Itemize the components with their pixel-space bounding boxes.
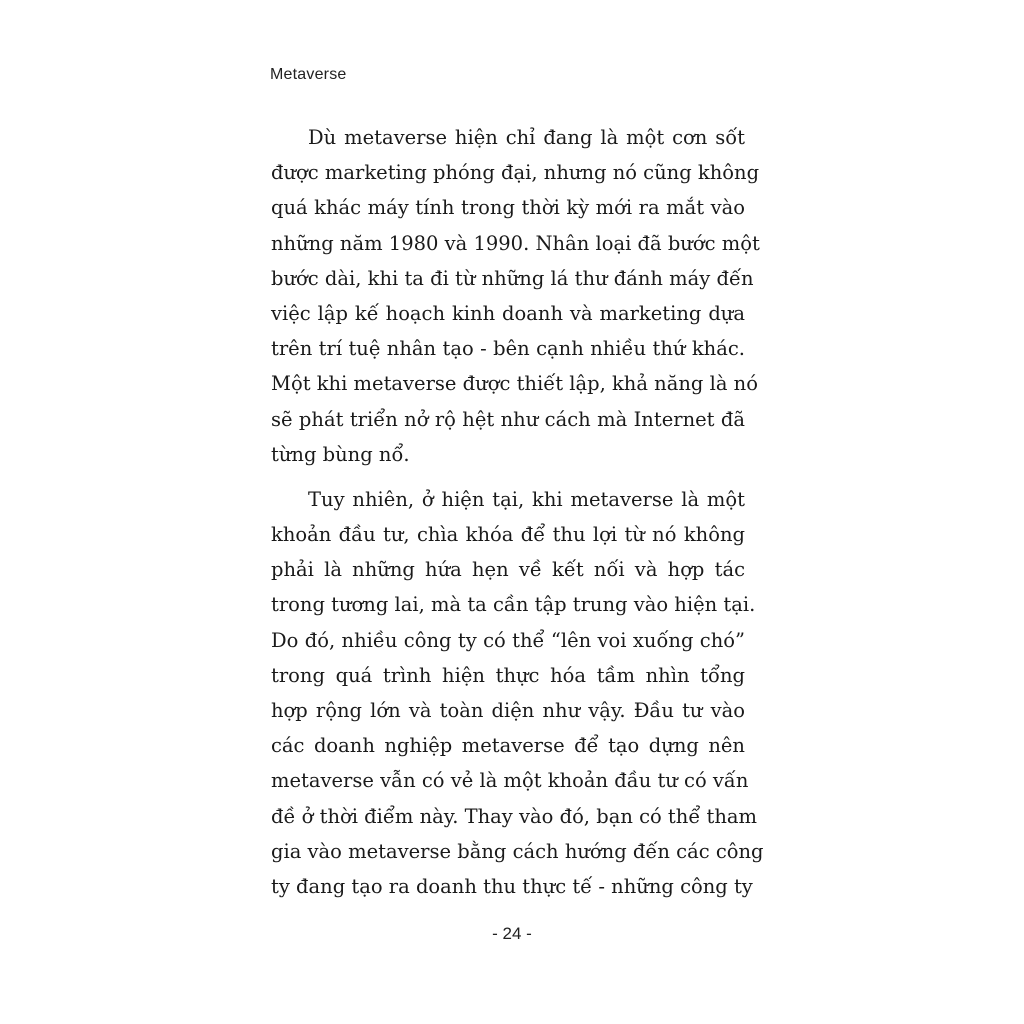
text-line: từng bùng nổ. <box>271 442 410 466</box>
text-line: Dù metaverse hiện chỉ đang là một cơn sốt <box>308 126 745 149</box>
running-header: Metaverse <box>270 66 347 83</box>
paragraph-1 <box>271 120 760 472</box>
text-line: trong tương lai, mà ta cần tập trung vào hiện tại. <box>271 593 756 617</box>
text-line: các doanh nghiệp metaverse để tạo dựng nên <box>271 734 745 758</box>
text-line: ty đang tạo ra doanh thu thực tế - những công ty <box>271 874 753 898</box>
paragraph-2 <box>271 482 764 904</box>
text-line: trong quá trình hiện thực hóa tầm nhìn tổng <box>271 663 745 687</box>
text-line: phải là những hứa hẹn về kết nối và hợp tác <box>271 558 745 582</box>
text-line: metaverse vẫn có vẻ là một khoản đầu tư có vấn <box>271 769 749 793</box>
text-line: khoản đầu tư, chìa khóa để thu lợi từ nó không <box>271 523 745 547</box>
text-line: việc lập kế hoạch kinh doanh và marketing dựa <box>271 301 745 325</box>
text-line: quá khác máy tính trong thời kỳ mới ra mắt vào <box>271 196 745 220</box>
text-line: sẽ phát triển nở rộ hệt như cách mà Internet đã <box>271 407 745 431</box>
text-line: bước dài, khi ta đi từ những lá thư đánh máy đến <box>271 266 754 290</box>
text-line: trên trí tuệ nhân tạo - bên cạnh nhiều thứ khác. <box>271 337 745 361</box>
page-number: - 24 - <box>492 924 532 943</box>
text-line: Một khi metaverse được thiết lập, khả năng là nó <box>271 372 758 396</box>
text-line: Tuy nhiên, ở hiện tại, khi metaverse là một <box>308 487 745 511</box>
text-line: Do đó, nhiều công ty có thể “lên voi xuống chó” <box>271 628 745 652</box>
text-line: được marketing phóng đại, nhưng nó cũng không <box>271 161 760 185</box>
body-text <box>271 120 764 904</box>
text-line: gia vào metaverse bằng cách hướng đến các công <box>271 839 764 863</box>
text-line: đề ở thời điểm này. Thay vào đó, bạn có thể tham <box>271 804 758 828</box>
text-line: những năm 1980 và 1990. Nhân loại đã bước một <box>271 231 760 255</box>
text-line: hợp rộng lớn và toàn diện như vậy. Đầu tư vào <box>271 699 745 722</box>
